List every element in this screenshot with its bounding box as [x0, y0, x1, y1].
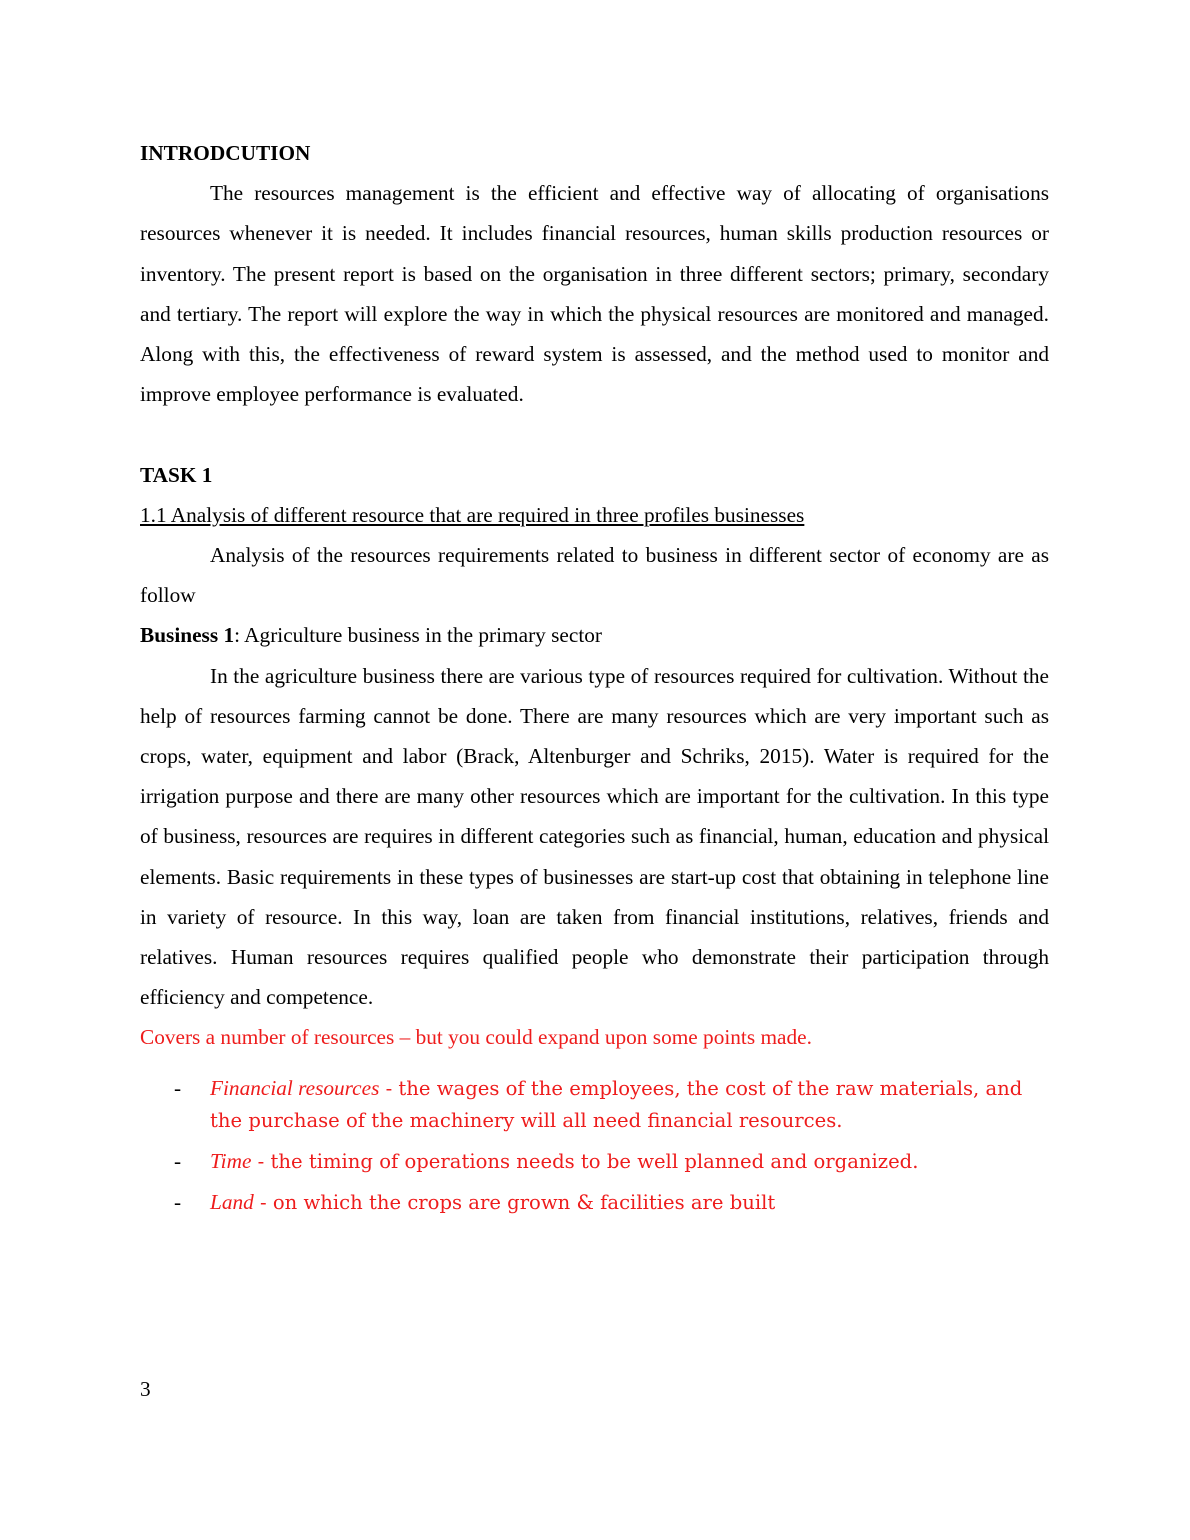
introduction-paragraph: The resources management is the efficient and effective way of allocating of organisations resources whenever it is needed. It includes financial resources, human skills production resources or inventory. The present report is based on the organisation in three different sectors; primary, secondary and tertiary. The report will explore the way in which the physical resources are monitored and managed. Along with this, the effectiveness of reward system is assessed, and the method used to monitor and improve employee performance is evaluated. — [140, 181, 1049, 407]
business1-line — [140, 615, 1049, 655]
feedback-bullet-list — [140, 1072, 1049, 1219]
feedback-bullet-land — [140, 1186, 1049, 1219]
bullet-dash: - — [174, 1075, 182, 1100]
page-content — [140, 133, 1049, 1227]
feedback-bullet-time — [140, 1145, 1049, 1178]
bullet-text: - the timing of operations needs to be well planned and organized. — [251, 1149, 919, 1173]
task1-intro-paragraph: Analysis of the resources requirements related to business in different sector of economy are as follow — [140, 543, 1049, 608]
bullet-text: - on which the crops are grown & facilities are built — [253, 1190, 776, 1214]
bullet-dash: - — [174, 1189, 182, 1214]
bullet-term: Land — [210, 1189, 254, 1214]
task1-subheading: 1.1 Analysis of different resource that are required in three profiles businesses — [140, 502, 805, 527]
bullet-text: - the wages of the employees, the cost of the raw materials, and the purchase of the machinery will all need financial resources. — [210, 1076, 1023, 1132]
bullet-term: Financial resources — [210, 1075, 380, 1100]
page-number: 3 — [140, 1377, 151, 1401]
feedback-bullet-financial — [140, 1072, 1049, 1137]
task1-heading: TASK 1 — [140, 462, 213, 487]
introduction-heading: INTRODCUTION — [140, 141, 311, 165]
section-spacer — [140, 414, 1049, 454]
business1-paragraph: In the agriculture business there are various type of resources required for cultivation. Without the help of resources farming cannot be done. There are many resources which are very important such as crops, water, equipment and labor (Brack, Altenburger and Schriks, 2015). Water is required for the irrigation purpose and there are many other resources which are important for the cultivation. In this type of business, resources are requires in different categories such as financial, human, education and physical elements. Basic requirements in these types of businesses are start-up cost that obtaining in telephone line in variety of resource. In this way, loan are taken from financial institutions, relatives, friends and relatives. Human resources requires qualified people who demonstrate their participation through efficiency and competence. — [140, 663, 1049, 1010]
bullet-term: Time — [210, 1148, 252, 1173]
business1-description: : Agriculture business in the primary sector — [234, 623, 602, 648]
business1-label: Business 1 — [140, 623, 235, 648]
bullet-dash: - — [174, 1148, 182, 1173]
feedback-comment: Covers a number of resources – but you could expand upon some points made. — [140, 1025, 812, 1050]
